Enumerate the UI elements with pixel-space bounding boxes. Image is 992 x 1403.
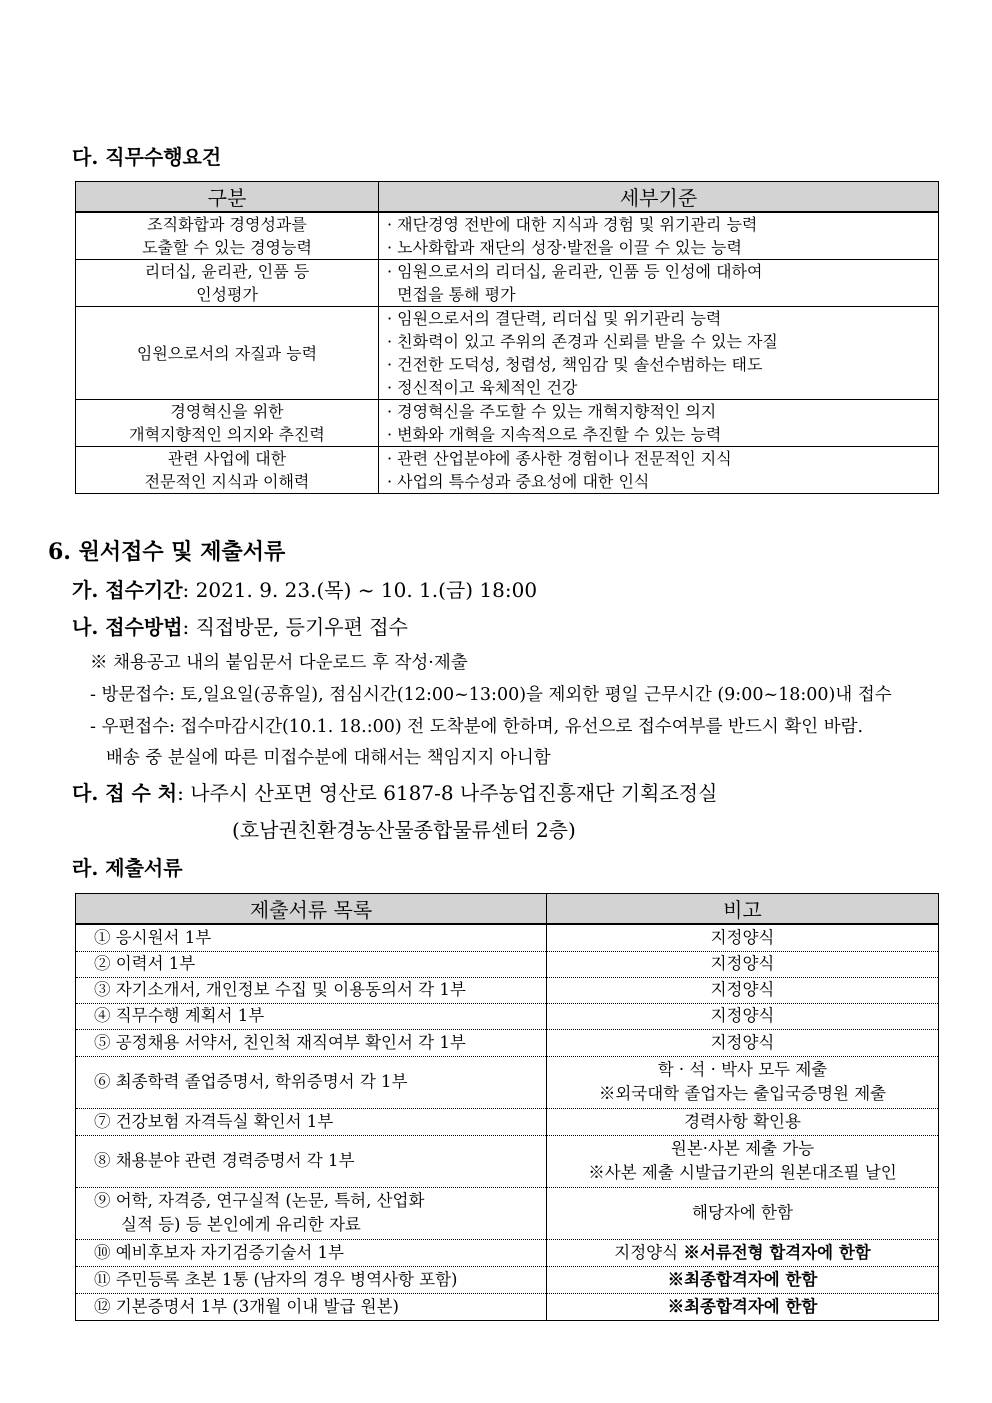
criteria-line: 면접을 통해 평가 [387,285,516,304]
category-line: 전문적인 지식과 이해력 [144,472,310,491]
section-title-6: 6. 원서접수 및 제출서류 [48,539,286,565]
place-value: : 나주시 산포면 영산로 6187-8 나주농업진흥재단 기획조정실 [177,781,718,805]
category-line: 경영혁신을 위한 [170,402,284,421]
table-row [76,400,939,447]
doc-note: 지정양식 [547,977,939,1003]
section-title-da: 다. 직무수행요건 [72,145,222,169]
submission-documents-table [75,893,939,1321]
doc-note: ※외국대학 졸업자는 출입국증명원 제출 [598,1084,887,1103]
criteria-line: · 사업의 특수성과 중요성에 대한 인식 [387,472,650,491]
doc-note: 지정양식 [614,1242,684,1262]
doc-note: 지정양식 [547,1029,939,1056]
mail-submission: - 우편접수: 접수마감시간(10.1. 18.:00) 전 도착분에 한하며, 유선으로 접수여부를 반드시 확인 바람. [90,717,864,737]
doc-item: ⑥ 최종학력 졸업증명서, 학위증명서 각 1부 [76,1056,547,1108]
doc-note: 학 · 석 · 박사 모두 제출 [657,1060,828,1079]
criteria-line: · 재단경영 전반에 대한 지식과 경험 및 위기관리 능력 [387,215,758,234]
table-row [76,212,939,260]
table-row [76,1293,939,1320]
table-row [76,1187,939,1239]
criteria-line: · 임원으로서의 결단력, 리더십 및 위기관리 능력 [387,309,722,328]
visit-submission: - 방문접수: 토,일요일(공휴일), 점심시간(12:00~13:00)을 제외한 평일 근무시간 (9:00~18:00)내 접수 [90,685,892,705]
doc-item: ⑨ 어학, 자격증, 연구실적 (논문, 특허, 산업화 [94,1191,425,1210]
category-line: 인성평가 [196,285,258,304]
table-row [76,1135,939,1187]
table2-header-item: 제출서류 목록 [76,894,547,925]
table-row [76,977,939,1003]
category-line: 임원으로서의 자질과 능력 [136,343,318,363]
method-label: 나. 접수방법 [72,615,183,639]
doc-item: ⑧ 채용분야 관련 경력증명서 각 1부 [76,1135,547,1187]
table-row [76,260,939,307]
doc-note-bold: ※최종합격자에 한함 [667,1269,818,1289]
doc-note-bold: ※최종합격자에 한함 [667,1296,818,1316]
category-line: 도출할 수 있는 경영능력 [142,238,312,257]
doc-item: ① 응시원서 1부 [76,924,547,951]
table1-header-criteria: 세부기준 [379,182,939,213]
doc-note-bold: ※서류전형 합격자에 한함 [683,1242,871,1262]
criteria-line: · 임원으로서의 리더십, 윤리관, 인품 등 인성에 대하여 [387,262,763,281]
criteria-line: · 경영혁신을 주도할 수 있는 개혁지향적인 의지 [387,402,717,421]
table-row [76,307,939,400]
table-row [76,1239,939,1266]
mail-submission-note: 배송 중 분실에 따른 미접수분에 대해서는 책임지지 아니함 [106,748,551,768]
method-value: : 직접방문, 등기우편 접수 [182,615,408,639]
doc-item: ⑦ 건강보험 자격득실 확인서 1부 [76,1108,547,1135]
table-row [76,1056,939,1108]
place-value-2: (호남권친환경농산물종합물류센터 2층) [232,818,576,842]
doc-note: 원본·사본 제출 가능 [670,1139,815,1158]
place-label: 다. 접 수 처 [72,781,178,805]
doc-item: ④ 직무수행 계획서 1부 [76,1003,547,1029]
doc-note: 경력사항 확인용 [547,1108,939,1135]
doc-note: 지정양식 [547,924,939,951]
job-requirements-table [75,181,939,494]
download-note: ※ 채용공고 내의 붙임문서 다운로드 후 작성·제출 [90,653,468,673]
submission-place [72,777,717,806]
doc-note: ※사본 제출 시발급기관의 원본대조필 날인 [588,1163,897,1182]
table-row [76,1266,939,1293]
doc-item: ② 이력서 1부 [76,951,547,977]
doc-item: ⑤ 공정채용 서약서, 친인척 재직여부 확인서 각 1부 [76,1029,547,1056]
period-value: : 2021. 9. 23.(목) ~ 10. 1.(금) 18:00 [182,578,538,602]
doc-item: ⑪ 주민등록 초본 1통 (남자의 경우 병역사항 포함) [76,1266,547,1293]
table-row [76,951,939,977]
application-period [72,574,537,603]
table-row [76,1108,939,1135]
table-row [76,447,939,494]
period-label: 가. 접수기간 [72,578,183,602]
table1-header-category: 구분 [76,182,379,213]
criteria-line: · 노사화합과 재단의 성장·발전을 이끌 수 있는 능력 [387,238,742,257]
doc-note: 해당자에 한함 [547,1187,939,1239]
criteria-line: · 친화력이 있고 주위의 존경과 신뢰를 받을 수 있는 자질 [387,332,778,351]
criteria-line: · 변화와 개혁을 지속적으로 추진할 수 있는 능력 [387,425,722,444]
doc-item: ⑫ 기본증명서 1부 (3개월 이내 발급 원본) [76,1293,547,1320]
category-line: 개혁지향적인 의지와 추진력 [129,425,325,444]
docs-title: 라. 제출서류 [72,856,183,880]
table-row [76,1003,939,1029]
table-row [76,1029,939,1056]
category-line: 리더십, 윤리관, 인품 등 [144,262,310,281]
criteria-line: · 정신적이고 육체적인 건강 [387,378,578,397]
doc-item: 실적 등) 등 본인에게 유리한 자료 [121,1215,361,1234]
criteria-line: · 관련 산업분야에 종사한 경험이나 전문적인 지식 [387,449,732,468]
doc-note: 지정양식 [547,951,939,977]
table2-header-note: 비고 [547,894,939,925]
application-method [72,611,408,640]
table-row [76,924,939,951]
doc-note: 지정양식 [547,1003,939,1029]
category-line: 조직화합과 경영성과를 [147,215,307,234]
criteria-line: · 건전한 도덕성, 청렴성, 책임감 및 솔선수범하는 태도 [387,355,763,374]
doc-item: ⑩ 예비후보자 자기검증기술서 1부 [76,1239,547,1266]
doc-item: ③ 자기소개서, 개인정보 수집 및 이용동의서 각 1부 [76,977,547,1003]
category-line: 관련 사업에 대한 [167,449,287,468]
